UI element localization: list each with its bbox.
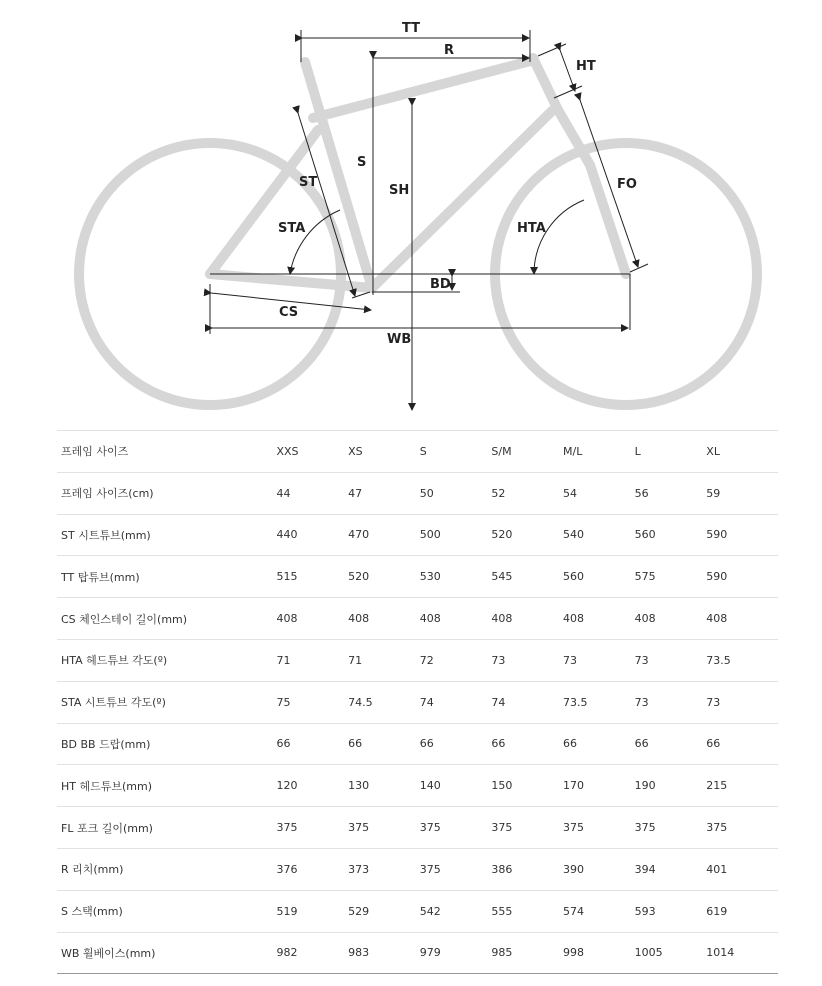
geometry-table-body xyxy=(57,431,778,974)
table-cell: 75 xyxy=(276,681,348,723)
table-cell: 73 xyxy=(491,639,563,681)
table-cell: 408 xyxy=(635,598,707,640)
table-cell: 560 xyxy=(563,556,635,598)
sta-label: STA xyxy=(278,221,306,236)
header-row xyxy=(57,431,778,473)
table-cell: 190 xyxy=(635,765,707,807)
table-cell: 593 xyxy=(635,890,707,932)
table-row xyxy=(57,514,778,556)
st-label: ST xyxy=(299,175,318,190)
table-cell: 408 xyxy=(563,598,635,640)
table-cell: 440 xyxy=(276,514,348,556)
table-cell: 408 xyxy=(491,598,563,640)
table-cell: 401 xyxy=(706,848,778,890)
table-cell: 520 xyxy=(348,556,420,598)
table-cell: 73 xyxy=(563,639,635,681)
table-row xyxy=(57,556,778,598)
table-cell: 530 xyxy=(420,556,492,598)
size-l: L xyxy=(635,431,707,473)
table-cell: 66 xyxy=(348,723,420,765)
table-cell: 373 xyxy=(348,848,420,890)
table-cell: 982 xyxy=(276,932,348,974)
table-cell: 575 xyxy=(635,556,707,598)
row-label: R 리치(mm) xyxy=(57,848,276,890)
table-cell: 375 xyxy=(635,807,707,849)
sh-label: SH xyxy=(389,183,410,198)
table-cell: 574 xyxy=(563,890,635,932)
table-cell: 520 xyxy=(491,514,563,556)
table-cell: 215 xyxy=(706,765,778,807)
table-cell: 540 xyxy=(563,514,635,556)
size-xl: XL xyxy=(706,431,778,473)
row-label: HT 헤드튜브(mm) xyxy=(57,765,276,807)
table-cell: 386 xyxy=(491,848,563,890)
row-label: WB 휠베이스(mm) xyxy=(57,932,276,974)
table-cell: 73.5 xyxy=(706,639,778,681)
table-cell: 375 xyxy=(420,848,492,890)
table-cell: 375 xyxy=(420,807,492,849)
table-cell: 74 xyxy=(491,681,563,723)
row-label: ST 시트튜브(mm) xyxy=(57,514,276,556)
row-label: FL 포크 길이(mm) xyxy=(57,807,276,849)
table-cell: 619 xyxy=(706,890,778,932)
table-cell: 54 xyxy=(563,472,635,514)
row-label: 프레임 사이즈(cm) xyxy=(57,472,276,514)
table-row xyxy=(57,681,778,723)
table-cell: 408 xyxy=(276,598,348,640)
top-tube xyxy=(313,60,534,118)
table-cell: 529 xyxy=(348,890,420,932)
row-label: HTA 헤드튜브 각도(º) xyxy=(57,639,276,681)
table-cell: 66 xyxy=(706,723,778,765)
row-label: STA 시트튜브 각도(º) xyxy=(57,681,276,723)
table-cell: 66 xyxy=(491,723,563,765)
table-cell: 470 xyxy=(348,514,420,556)
table-cell: 979 xyxy=(420,932,492,974)
table-cell: 998 xyxy=(563,932,635,974)
table-cell: 170 xyxy=(563,765,635,807)
table-cell: 73 xyxy=(706,681,778,723)
table-row xyxy=(57,932,778,974)
s-label: S xyxy=(357,155,367,170)
size-xs: XS xyxy=(348,431,420,473)
table-cell: 375 xyxy=(563,807,635,849)
table-cell: 47 xyxy=(348,472,420,514)
size-s: S xyxy=(420,431,492,473)
size-ml: M/L xyxy=(563,431,635,473)
table-cell: 515 xyxy=(276,556,348,598)
hta-label: HTA xyxy=(517,221,546,236)
ht-label: HT xyxy=(576,59,596,74)
bike-frame xyxy=(79,58,757,405)
table-cell: 66 xyxy=(420,723,492,765)
table-cell: 408 xyxy=(348,598,420,640)
table-row xyxy=(57,723,778,765)
size-sm: S/M xyxy=(491,431,563,473)
table-cell: 375 xyxy=(348,807,420,849)
table-cell: 545 xyxy=(491,556,563,598)
table-cell: 73.5 xyxy=(563,681,635,723)
table-cell: 52 xyxy=(491,472,563,514)
table-cell: 983 xyxy=(348,932,420,974)
table-cell: 73 xyxy=(635,639,707,681)
table-row xyxy=(57,807,778,849)
bd-label: BD xyxy=(430,277,451,292)
down-tube xyxy=(372,110,553,288)
header-label: 프레임 사이즈 xyxy=(57,431,276,473)
table-cell: 542 xyxy=(420,890,492,932)
wb-label: WB xyxy=(387,332,412,347)
geometry-table xyxy=(57,430,778,974)
table-cell: 555 xyxy=(491,890,563,932)
table-cell: 73 xyxy=(635,681,707,723)
table-cell: 375 xyxy=(491,807,563,849)
table-cell: 71 xyxy=(276,639,348,681)
row-label: S 스택(mm) xyxy=(57,890,276,932)
table-cell: 56 xyxy=(635,472,707,514)
table-cell: 394 xyxy=(635,848,707,890)
table-cell: 140 xyxy=(420,765,492,807)
bike-geometry-diagram xyxy=(0,0,822,420)
tt-label: TT xyxy=(402,21,421,36)
table-cell: 50 xyxy=(420,472,492,514)
row-label: CS 체인스테이 길이(mm) xyxy=(57,598,276,640)
table-row xyxy=(57,598,778,640)
row-label: TT 탑튜브(mm) xyxy=(57,556,276,598)
table-cell: 590 xyxy=(706,514,778,556)
table-cell: 1005 xyxy=(635,932,707,974)
table-cell: 408 xyxy=(420,598,492,640)
table-cell: 590 xyxy=(706,556,778,598)
table-cell: 59 xyxy=(706,472,778,514)
table-cell: 44 xyxy=(276,472,348,514)
table-cell: 66 xyxy=(635,723,707,765)
table-cell: 120 xyxy=(276,765,348,807)
cs-label: CS xyxy=(279,305,299,320)
table-cell: 150 xyxy=(491,765,563,807)
row-label: BD BB 드랍(mm) xyxy=(57,723,276,765)
table-row xyxy=(57,765,778,807)
table-cell: 375 xyxy=(706,807,778,849)
table-cell: 560 xyxy=(635,514,707,556)
table-row xyxy=(57,848,778,890)
table-cell: 376 xyxy=(276,848,348,890)
table-cell: 408 xyxy=(706,598,778,640)
table-cell: 130 xyxy=(348,765,420,807)
table-cell: 66 xyxy=(563,723,635,765)
table-cell: 519 xyxy=(276,890,348,932)
table-cell: 375 xyxy=(276,807,348,849)
table-cell: 500 xyxy=(420,514,492,556)
table-row xyxy=(57,472,778,514)
table-cell: 74 xyxy=(420,681,492,723)
table-cell: 390 xyxy=(563,848,635,890)
table-cell: 72 xyxy=(420,639,492,681)
size-xxs: XXS xyxy=(276,431,348,473)
table-row xyxy=(57,639,778,681)
table-cell: 71 xyxy=(348,639,420,681)
table-row xyxy=(57,890,778,932)
table-cell: 1014 xyxy=(706,932,778,974)
table-cell: 985 xyxy=(491,932,563,974)
fo-label: FO xyxy=(617,177,637,192)
table-cell: 66 xyxy=(276,723,348,765)
r-label: R xyxy=(444,43,455,58)
chain-stay xyxy=(210,274,372,288)
table-cell: 74.5 xyxy=(348,681,420,723)
